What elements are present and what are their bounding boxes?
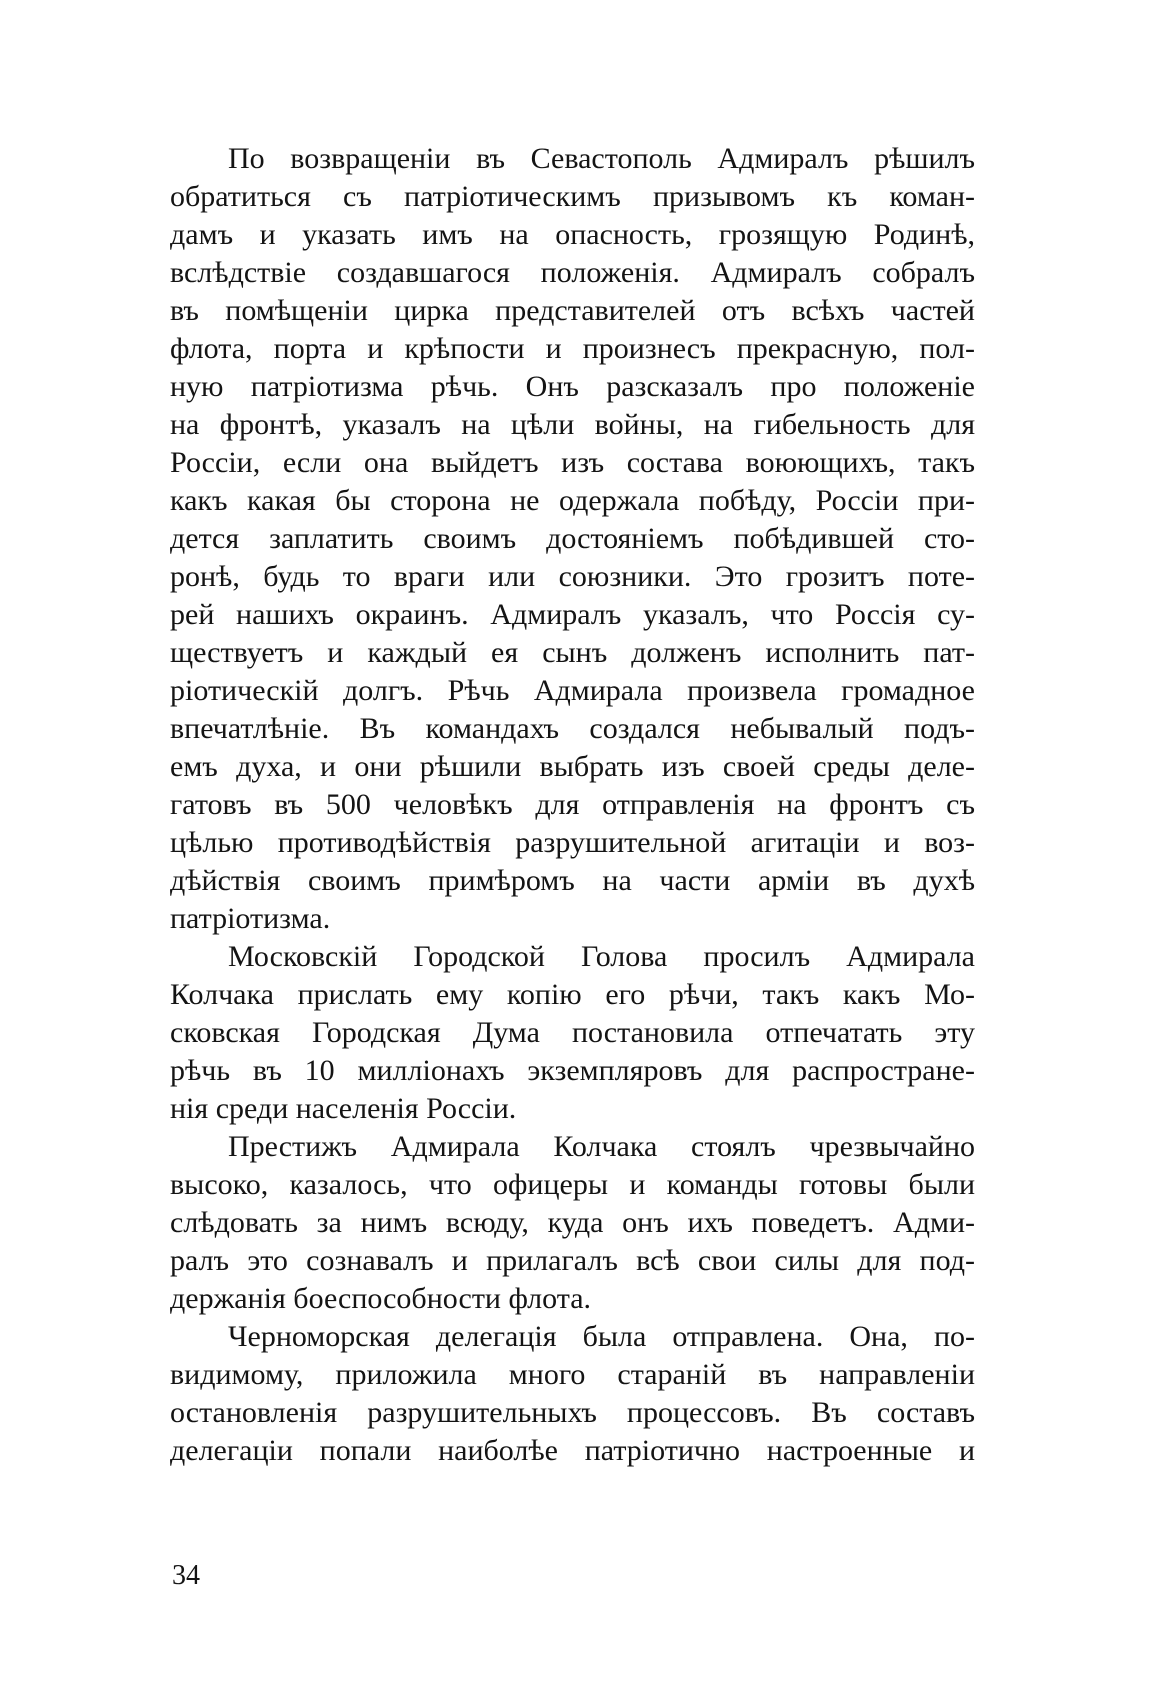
text-line: вслѣдствіе создавшагося положенія. Адмиралъ собралъ [170, 256, 975, 289]
text-line: флота, порта и крѣпости и произнесъ прекрасную, пол- [170, 332, 975, 365]
text-line: какъ какая бы сторона не одержала побѣду, Россіи при- [170, 484, 975, 517]
text-line: видимому, приложила много стараній въ направленіи [170, 1358, 975, 1391]
text-line: дамъ и указать имъ на опасность, грозящую Родинѣ, [170, 218, 975, 251]
text-line: емъ духа, и они рѣшили выбрать изъ своей среды деле- [170, 750, 975, 783]
paragraph-3 [170, 1128, 975, 1318]
text-line: держанія боеспособности флота. [170, 1282, 592, 1315]
page-number: 34 [172, 1560, 200, 1591]
paragraph-2 [170, 938, 975, 1128]
text-line: цѣлью противодѣйствія разрушительной агитаціи и воз- [170, 826, 975, 859]
paragraph-4 [170, 1318, 975, 1470]
text-line: на фронтѣ, указалъ на цѣли войны, на гибельность для [170, 408, 975, 441]
text-line: дется заплатить своимъ достояніемъ побѣдившей сто- [170, 522, 975, 555]
text-line: сковская Городская Дума постановила отпечатать эту [170, 1016, 975, 1049]
text-line: Черноморская делегація была отправлена. Она, по- [228, 1320, 975, 1353]
text-line: высоко, казалось, что офицеры и команды готовы были [170, 1168, 975, 1201]
text-line: Московскій Городской Голова просилъ Адмирала [228, 940, 975, 973]
text-line: По возвращеніи въ Севастополь Адмиралъ рѣшилъ [228, 142, 975, 175]
text-line: рей нашихъ окраинъ. Адмиралъ указалъ, что Россія су- [170, 598, 975, 631]
text-line: Колчака прислать ему копію его рѣчи, такъ какъ Мо- [170, 978, 975, 1011]
text-line: обратиться съ патріотическимъ призывомъ къ коман- [170, 180, 975, 213]
text-line: дѣйствія своимъ примѣромъ на части арміи въ духѣ [170, 864, 975, 897]
paragraph-1 [170, 140, 975, 938]
text-line: въ помѣщеніи цирка представителей отъ всѣхъ частей [170, 294, 975, 327]
text-line: остановленія разрушительныхъ процессовъ. Въ составъ [170, 1396, 975, 1429]
text-line: патріотизма. [170, 902, 331, 935]
text-line: ріотическій долгъ. Рѣчь Адмирала произвела громадное [170, 674, 975, 707]
text-line: ную патріотизма рѣчь. Онъ разсказалъ про положеніе [170, 370, 975, 403]
text-line: Престижъ Адмирала Колчака стоялъ чрезвычайно [228, 1130, 975, 1163]
text-line: делегаціи попали наиболѣе патріотично настроенные и [170, 1434, 975, 1467]
text-line: ронѣ, будь то враги или союзники. Это грозитъ поте- [170, 560, 975, 593]
text-line: впечатлѣніе. Въ командахъ создался небывалый подъ- [170, 712, 975, 745]
text-line: гатовъ въ 500 человѣкъ для отправленія на фронтъ съ [170, 788, 975, 821]
body-text [170, 140, 975, 1470]
text-line: ралъ это сознавалъ и прилагалъ всѣ свои силы для под- [170, 1244, 975, 1277]
text-line: ществуетъ и каждый ея сынъ долженъ исполнить пат- [170, 636, 975, 669]
text-line: нія среди населенія Россіи. [170, 1092, 517, 1125]
text-line: Россіи, если она выйдетъ изъ состава воюющихъ, такъ [170, 446, 975, 479]
text-line: рѣчь въ 10 милліонахъ экземпляровъ для распростране- [170, 1054, 975, 1087]
text-line: слѣдовать за нимъ всюду, куда онъ ихъ поведетъ. Адми- [170, 1206, 975, 1239]
